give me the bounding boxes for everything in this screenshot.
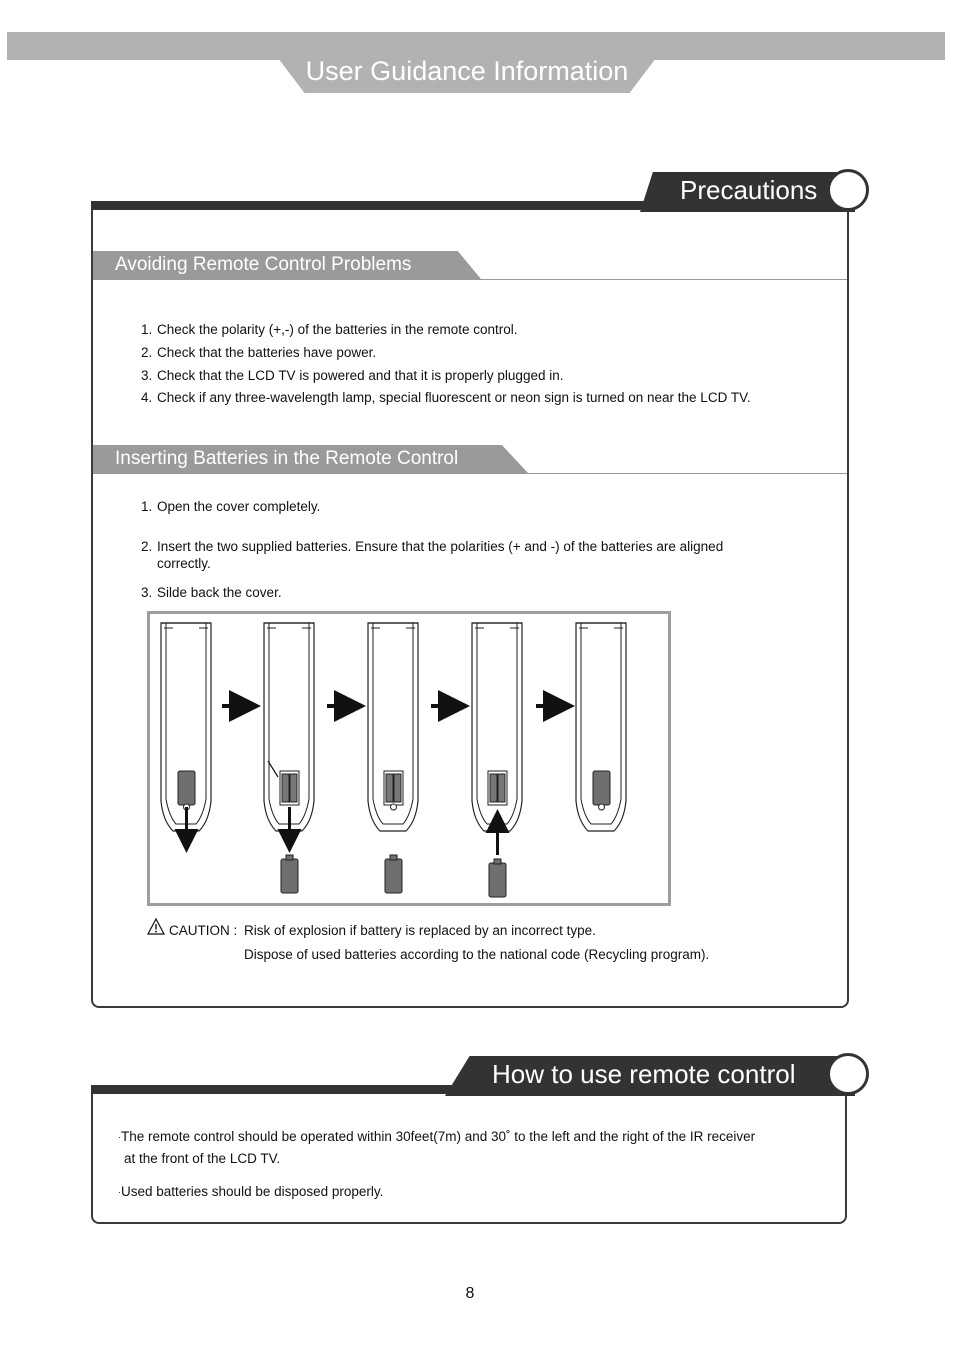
remote-control-icon: [368, 623, 418, 893]
avoiding-item-2: 2. Check that the batteries have power.: [141, 345, 377, 360]
remote-control-icon: [264, 623, 314, 893]
remote-usage-bullet-1: ·The remote control should be operated within 30feet(7m) and 30˚ to the left and the right of the IR receiver: [118, 1129, 756, 1144]
warning-triangle-icon: [147, 918, 165, 935]
remote-control-icon: [576, 623, 626, 831]
remote-usage-header: How to use remote control: [492, 1059, 796, 1089]
remote-usage-bullet-1-cont: at the front of the LCD TV.: [124, 1151, 281, 1166]
battery-insertion-diagram: [147, 611, 671, 906]
inserting-item-3: 3. Silde back the cover.: [141, 585, 282, 600]
inserting-item-2: 2. Insert the two supplied batteries. Ensure that the polarities (+ and -) of the batteries are aligned: [141, 539, 724, 554]
page-number: 8: [465, 1285, 475, 1302]
caution-line-1: Risk of explosion if battery is replaced by an incorrect type.: [244, 923, 596, 938]
caution-line-2: Dispose of used batteries according to the national code (Recycling program).: [244, 947, 710, 962]
precautions-header: Precautions: [680, 175, 818, 205]
inserting-subheader-line: [93, 473, 847, 474]
caution-label: CAUTION :: [169, 923, 238, 938]
avoiding-item-3: 3. Check that the LCD TV is powered and that it is properly plugged in.: [141, 368, 564, 383]
inserting-subheader: Inserting Batteries in the Remote Control: [115, 448, 459, 469]
inserting-item-1: 1. Open the cover completely.: [141, 499, 321, 514]
avoiding-subheader: Avoiding Remote Control Problems: [115, 254, 412, 275]
avoiding-item-1: 1. Check the polarity (+,-) of the batteries in the remote control.: [141, 322, 518, 337]
precautions-header-circle: [827, 169, 869, 211]
remote-usage-header-circle: [827, 1053, 869, 1095]
inserting-item-2-cont: correctly.: [157, 556, 211, 571]
remote-usage-bullet-2: ·Used batteries should be disposed properly.: [118, 1184, 384, 1199]
avoiding-subheader-line: [93, 279, 847, 280]
page-title: User Guidance Information: [305, 56, 629, 86]
remote-control-icon: [472, 623, 522, 897]
avoiding-item-4: 4. Check if any three-wavelength lamp, special fluorescent or neon sign is turned on near the LCD TV.: [141, 390, 751, 405]
remote-control-icon: [161, 623, 211, 841]
